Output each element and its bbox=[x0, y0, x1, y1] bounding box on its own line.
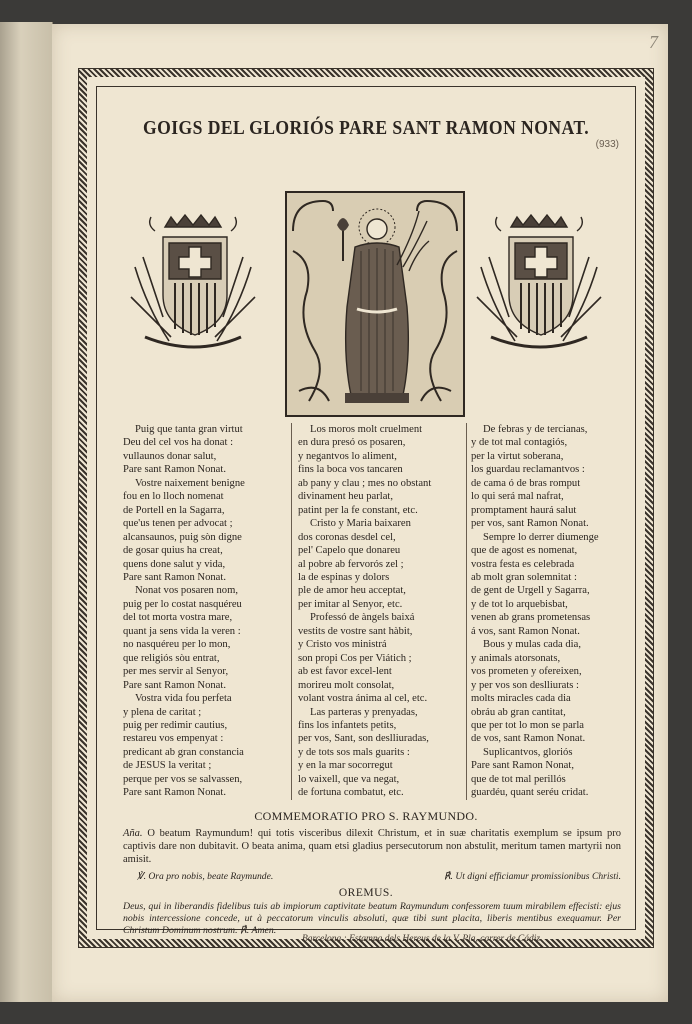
verse-line: de cama ó de bras romput bbox=[471, 477, 581, 489]
printer-imprint: Barcelona : Estampa dels Hereus de la V. Pla, carrer de Cádiz. bbox=[302, 934, 543, 944]
verse-line: quens done salut y vida, bbox=[123, 558, 226, 570]
oremus-heading: OREMUS. bbox=[338, 887, 394, 899]
verse-column-2 bbox=[291, 423, 467, 800]
verse-line: puig per redimir cautius, bbox=[123, 719, 228, 731]
verse-line: fins la boca vos tancaren bbox=[298, 464, 403, 476]
verse-line: de fortuna combatut, etc. bbox=[298, 787, 404, 799]
verse-line: que de tot mal perillós bbox=[471, 773, 566, 785]
verse-line: De febras y de tercianas, bbox=[483, 424, 588, 435]
verse-line: fou en lo lloch nomenat bbox=[123, 491, 224, 503]
verse-line: en dura presó os posaren, bbox=[298, 437, 406, 449]
verse-line: y Cristo vos ministrá bbox=[298, 639, 387, 651]
verse-line: per mes servir al Senyor, bbox=[123, 666, 229, 678]
coat-of-arms-left-icon bbox=[125, 197, 261, 357]
verse-column-3 bbox=[471, 423, 641, 800]
verse-line: Vostra vida fou perfeta bbox=[135, 693, 232, 705]
antiphon-text: O beatum Raymundum! qui totis visceribus dilexit Christum, et in suæ charitatis exemplum se ipsum pro captivis dare non dubitavit. O beata anima, quam etsi gladius persecutorum non abstulit, meritum tamen martyrii non amisit. bbox=[123, 828, 621, 865]
verse-line: per vos, Sant, son deslliuradas, bbox=[298, 733, 429, 745]
verse-line: alcansaunos, puig sòn digne bbox=[123, 531, 242, 543]
verse-line: Las parteras y prenyadas, bbox=[310, 706, 418, 718]
verse-line: fins los infantets petits, bbox=[298, 719, 397, 731]
verse-line: dos coronas desdel cel, bbox=[298, 531, 396, 543]
verse-line: vostra festa es celebrada bbox=[471, 558, 575, 570]
verse-line: de vos, sant Ramon Nonat. bbox=[471, 733, 586, 745]
catalog-mark: (933) bbox=[595, 139, 619, 150]
verse-line: volant vostra ánima al cel, etc. bbox=[298, 693, 428, 705]
verse-line: obráu ab gran cantitat, bbox=[471, 706, 566, 718]
verse-line: perque per vos se salvassen, bbox=[123, 773, 243, 785]
verse-line: que religiós sòu entrat, bbox=[123, 652, 220, 664]
verse-line: vullaunos donar salut, bbox=[123, 450, 217, 462]
page-title: GOIGS DEL GLORIÓS PARE SANT RAMON NONAT. bbox=[142, 117, 590, 139]
verse-line: Los moros molt cruelment bbox=[310, 424, 423, 435]
verse-line: y de tot lo arquebisbat, bbox=[471, 598, 568, 610]
verse-line: del tot morta vostra mare, bbox=[123, 612, 233, 624]
verse-line: Suplicantvos, gloriós bbox=[483, 746, 573, 758]
verse-line: que de agost es nomenat, bbox=[471, 545, 578, 557]
verse-line: Bous y mulas cada dia, bbox=[483, 639, 581, 651]
verse-line: y de tot mal contagiós, bbox=[471, 437, 568, 449]
verse-line: morireu molt consolat, bbox=[298, 679, 395, 691]
versicle-line bbox=[137, 871, 621, 882]
verse-line: y plena de caritat ; bbox=[123, 706, 202, 718]
verse-line: y animals atorsonats, bbox=[471, 652, 561, 664]
verse-line: de JESUS la veritat ; bbox=[123, 760, 212, 772]
verse-line: Vostre naixement benigne bbox=[135, 477, 245, 489]
verse-line: guardéu, quant seréu cridat. bbox=[471, 787, 589, 799]
verse-line: lo vaixell, que va negat, bbox=[298, 773, 400, 785]
verse-line: Puig que tanta gran virtut bbox=[135, 424, 243, 435]
verse-line: Cristo y Maria baixaren bbox=[310, 518, 411, 530]
verse-line: de gent de Urgell y Sagarra, bbox=[471, 585, 590, 597]
verse-line: puig per lo costat nasquéreu bbox=[123, 598, 242, 610]
inner-frame bbox=[96, 86, 636, 936]
verse-line: per la virtut soberana, bbox=[471, 450, 564, 462]
verse-line: per imitar al Senyor, etc. bbox=[298, 598, 403, 610]
versicle: ℣. Ora pro nobis, beate Raymunde. bbox=[137, 871, 274, 882]
verse-line: Pare sant Ramon Nonat. bbox=[123, 679, 226, 691]
verse-line: Pare sant Ramon Nonat. bbox=[123, 787, 226, 799]
verse-line: ab est favor excel-lent bbox=[298, 666, 392, 678]
verse-line: molts miracles cada dia bbox=[471, 693, 571, 705]
verse-line: á vos, sant Ramon Nonat. bbox=[471, 625, 580, 637]
verse-line: que'us tenen per advocat ; bbox=[123, 518, 233, 530]
verse-line: vos prometen y ofereixen, bbox=[471, 666, 582, 678]
broadside-page bbox=[52, 24, 668, 1002]
verse-line: ab pany y clau ; mes no obstant bbox=[298, 477, 432, 489]
verse-line: la de espinas y dolors bbox=[298, 571, 390, 583]
verse-line: pel' Capelo que donareu bbox=[298, 545, 401, 557]
verse-line: venen ab grans prometensas bbox=[471, 612, 591, 624]
verse-line: no nasquéreu per lo mon, bbox=[123, 639, 231, 651]
verse-line: vestits de vostre sant hàbit, bbox=[298, 625, 413, 637]
verse-line: los guardau reclamantvos : bbox=[471, 464, 585, 476]
verse-line: ple de amor heu acceptat, bbox=[298, 585, 406, 597]
ornamental-border bbox=[78, 68, 654, 948]
verse-line: lo qui será mal nafrat, bbox=[471, 491, 564, 503]
verse-line: divinament heu parlat, bbox=[298, 491, 394, 503]
verse-line: ab molt gran solemnitat : bbox=[471, 571, 577, 583]
verse-line: patint per la fe constant, etc. bbox=[298, 504, 418, 516]
commemoratio-heading: COMMEMORATIO PRO S. RAYMUNDO. bbox=[254, 809, 478, 823]
verse-line: Deu del cel vos ha donat : bbox=[123, 437, 234, 449]
verse-line: son propi Cos per Viátich ; bbox=[298, 652, 412, 664]
verse-line: Pare sant Ramon Nonat, bbox=[471, 760, 574, 772]
verse-line: y negantvos lo aliment, bbox=[298, 450, 397, 462]
coat-of-arms-right-icon bbox=[471, 197, 607, 357]
verse-line: y de tots sos mals guarits : bbox=[298, 746, 410, 758]
verse-column-1 bbox=[123, 423, 279, 800]
verse-line: Pare sant Ramon Nonat. bbox=[123, 464, 226, 476]
verse-line: y per vos son deslliurats : bbox=[471, 679, 579, 691]
verse-line: que per tot lo mon se parla bbox=[471, 719, 584, 731]
folio-number: 7 bbox=[649, 32, 658, 52]
antiphon-paragraph bbox=[123, 827, 621, 866]
verse-line: y en la mar socorregut bbox=[298, 760, 393, 772]
facing-page-edge bbox=[0, 22, 53, 1002]
verse-line: per vos, sant Ramon Nonat. bbox=[471, 518, 589, 530]
verse-line: restareu vos empenyat : bbox=[123, 733, 224, 745]
verse-line: predicant ab gran constancia bbox=[123, 746, 244, 758]
verse-line: Nonat vos posaren nom, bbox=[135, 585, 238, 597]
response: ℟. Ut digni efficiamur promissionibus Christi. bbox=[443, 871, 621, 882]
prayer-text: Deus, qui in liberandis fidelibus tuis ab impiorum captivitate beatum Raymundum confessorem tuum mirabilem effecisti: ejus nobis intercessione concede, ut à peccatorum vinculis absoluti, quæ tibi sunt placita, liberis mentibus exequamur. Per Christum Dominum nostrum. ℟. Amen. bbox=[123, 901, 621, 936]
verse-line: promptament haurá salut bbox=[471, 504, 577, 516]
verse-line: quant ja sens vida la veren : bbox=[123, 625, 241, 637]
verse-line: al pobre ab fervorós zel ; bbox=[298, 558, 404, 570]
saint-ramon-nonat-engraving-icon bbox=[285, 191, 465, 417]
antiphon-label: Aña. bbox=[123, 828, 143, 839]
verse-line: de gosar quius ha creat, bbox=[123, 545, 223, 557]
verse-line: Pare sant Ramon Nonat. bbox=[123, 571, 226, 583]
verse-columns bbox=[123, 423, 625, 803]
verse-line: de Portell en la Sagarra, bbox=[123, 504, 225, 516]
verse-line: Professó de àngels baixá bbox=[310, 612, 415, 624]
verse-line: Sempre lo derrer diumenge bbox=[483, 531, 599, 543]
